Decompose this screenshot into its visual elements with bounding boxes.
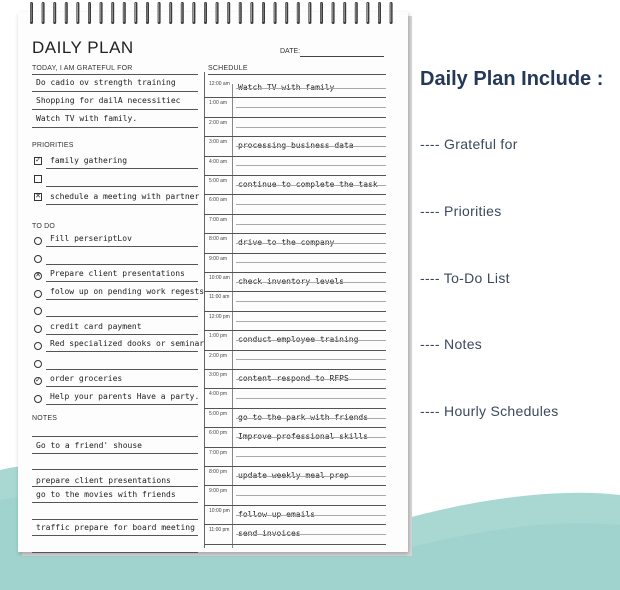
write-line — [46, 246, 198, 247]
schedule-time: 10:00 pm — [209, 507, 230, 514]
half-hour-line — [236, 379, 386, 380]
todo-radio[interactable] — [34, 237, 42, 245]
half-hour-line — [236, 418, 386, 419]
hour-line — [204, 485, 386, 486]
grateful-label: TODAY, I AM GRATEFUL FOR — [32, 65, 133, 72]
half-hour-line — [236, 515, 386, 516]
todo-radio[interactable] — [34, 360, 42, 368]
hour-line — [204, 233, 386, 234]
todo-radio[interactable] — [34, 342, 42, 350]
hour-line — [204, 214, 386, 215]
half-hour-line — [236, 107, 386, 108]
todo-item: order groceries — [50, 374, 123, 383]
schedule-time: 4:00 pm — [209, 391, 228, 398]
note-item: prepare client presentations — [36, 475, 171, 485]
notes-label: NOTES — [32, 415, 58, 422]
half-hour-line — [236, 282, 386, 283]
hour-line — [204, 388, 386, 389]
hour-line — [204, 156, 386, 157]
date-label: DATE: — [280, 48, 301, 55]
schedule-time: 4:00 am — [209, 158, 228, 165]
write-line — [46, 186, 198, 187]
todo-radio[interactable] — [34, 395, 42, 403]
schedule-time: 11:00 am — [209, 294, 230, 301]
schedule-time: 12:00 am — [209, 81, 230, 87]
schedule-time: 6:00 pm — [209, 430, 228, 437]
feature-item: ---- Hourly Schedules — [420, 403, 559, 419]
schedule-time: 9:00 am — [209, 255, 228, 262]
half-hour-line — [236, 398, 386, 399]
half-hour-line — [236, 456, 386, 457]
todo-item: folow up on pending work regests — [50, 286, 205, 296]
todo-item: Fill perseriptLov — [50, 234, 132, 243]
todo-radio[interactable] — [34, 290, 42, 298]
date-line — [300, 56, 384, 57]
note-item: go to the movies with friends — [36, 490, 176, 499]
hour-line — [204, 544, 386, 545]
todo-radio[interactable] — [34, 307, 42, 315]
todo-radio[interactable]: ✓ — [35, 377, 41, 384]
schedule-time: 6:00 am — [209, 197, 228, 204]
write-line — [32, 91, 198, 92]
write-line — [46, 316, 198, 317]
half-hour-line — [236, 185, 386, 186]
schedule-time: 2:00 pm — [209, 352, 228, 359]
hour-line — [204, 330, 386, 331]
grateful-item: Watch TV with family. — [36, 114, 138, 123]
half-hour-line — [236, 476, 386, 477]
write-line — [32, 453, 198, 454]
schedule-time: 5:00 am — [209, 178, 228, 184]
schedule-time: 2:00 am — [209, 119, 228, 126]
todo-radio[interactable]: ✕ — [35, 272, 41, 279]
features-headline: Daily Plan Include : — [420, 68, 604, 90]
write-line — [32, 486, 198, 487]
hour-line — [204, 524, 386, 525]
feature-item: ---- Grateful for — [420, 136, 518, 152]
schedule-time: 8:00 am — [209, 236, 228, 243]
half-hour-line — [236, 146, 386, 147]
hour-line — [204, 466, 386, 467]
hour-line — [204, 97, 386, 98]
half-hour-line — [236, 359, 386, 360]
write-line — [32, 552, 198, 553]
half-hour-line — [236, 224, 386, 225]
schedule-label: SCHEDULE — [208, 65, 248, 72]
priority-checkbox[interactable]: ✓ — [35, 157, 41, 164]
write-line — [46, 334, 198, 335]
feature-item: ---- To-Do List — [420, 270, 510, 286]
half-hour-line — [236, 204, 386, 205]
write-line — [46, 281, 198, 282]
hour-line — [204, 350, 386, 351]
write-line — [32, 109, 198, 110]
note-item: traffic prepare for board meeting — [36, 523, 195, 532]
todo-item: Help your parents Have a party. — [50, 391, 200, 401]
hour-line — [204, 369, 386, 370]
hour-line — [204, 291, 386, 292]
priorities-label: PRIORITIES — [32, 142, 74, 149]
write-line — [46, 404, 198, 405]
todo-item: Prepare client presentations — [50, 269, 185, 278]
todo-item: credit card payment — [50, 321, 142, 331]
hour-line — [204, 311, 386, 312]
hour-line — [204, 505, 386, 506]
write-line — [46, 351, 198, 352]
todo-label: TO DO — [32, 223, 56, 230]
spiral-binding — [26, 0, 401, 28]
schedule-time: 1:00 am — [209, 100, 228, 107]
hour-line — [204, 447, 386, 448]
schedule-time: 7:00 am — [209, 216, 228, 223]
write-line — [32, 127, 198, 128]
write-line — [46, 204, 198, 205]
hour-line — [204, 194, 386, 195]
half-hour-line — [236, 165, 386, 166]
todo-radio[interactable] — [34, 255, 42, 263]
half-hour-line — [236, 301, 386, 302]
todo-item: Red specialized dooks or seminar — [50, 339, 205, 348]
schedule-time: 7:00 pm — [209, 449, 228, 456]
half-hour-line — [236, 243, 386, 244]
hour-line — [204, 136, 386, 137]
schedule-time: 9:00 pm — [209, 488, 228, 495]
write-line — [32, 502, 198, 503]
half-hour-line — [236, 437, 386, 438]
schedule-time: 8:00 pm — [209, 469, 228, 475]
hour-line — [204, 408, 386, 409]
priority-item: schedule a meeting with partner — [50, 192, 200, 201]
hour-line — [204, 272, 386, 273]
schedule-time: 5:00 pm — [209, 410, 228, 417]
write-line — [32, 436, 198, 437]
schedule-time: 3:00 pm — [209, 372, 228, 378]
notepad — [18, 12, 408, 552]
write-line — [46, 168, 198, 169]
note-item: Go to a friend' shouse — [36, 440, 142, 450]
write-line — [46, 369, 198, 370]
half-hour-line — [236, 495, 386, 496]
priority-checkbox[interactable]: ✕ — [35, 193, 41, 200]
hour-line — [204, 427, 386, 428]
half-hour-line — [236, 88, 386, 89]
half-hour-line — [236, 321, 386, 322]
grateful-item: Shopping for dailA necessitiec — [36, 96, 181, 105]
half-hour-line — [236, 262, 386, 263]
schedule-time: 3:00 am — [209, 139, 228, 146]
hour-line — [204, 175, 386, 176]
write-line — [46, 299, 198, 300]
hour-line — [204, 253, 386, 254]
schedule-time: 1:00 pm — [209, 333, 228, 340]
half-hour-line — [236, 340, 386, 341]
grateful-item: Do cadio ov strength training — [36, 78, 176, 87]
section-rule — [32, 74, 198, 75]
section-rule — [208, 74, 386, 75]
todo-radio[interactable] — [34, 325, 42, 333]
hour-line — [204, 117, 386, 118]
half-hour-line — [236, 534, 386, 535]
write-line — [32, 535, 198, 536]
feature-item: ---- Priorities — [420, 203, 502, 219]
page-title: DAILY PLAN — [32, 38, 134, 57]
write-line — [46, 386, 198, 387]
write-line — [46, 264, 198, 265]
feature-item: ---- Notes — [420, 336, 483, 352]
schedule-time-divider — [232, 84, 233, 548]
schedule-time: 12:00 pm — [209, 313, 230, 320]
priority-item: family gathering — [50, 156, 128, 165]
schedule-time: 10:00 am — [209, 275, 230, 281]
write-line — [32, 469, 198, 470]
schedule-time: 11:00 pm — [209, 527, 230, 534]
write-line — [32, 519, 198, 520]
priority-checkbox[interactable] — [34, 175, 42, 183]
half-hour-line — [236, 127, 386, 128]
